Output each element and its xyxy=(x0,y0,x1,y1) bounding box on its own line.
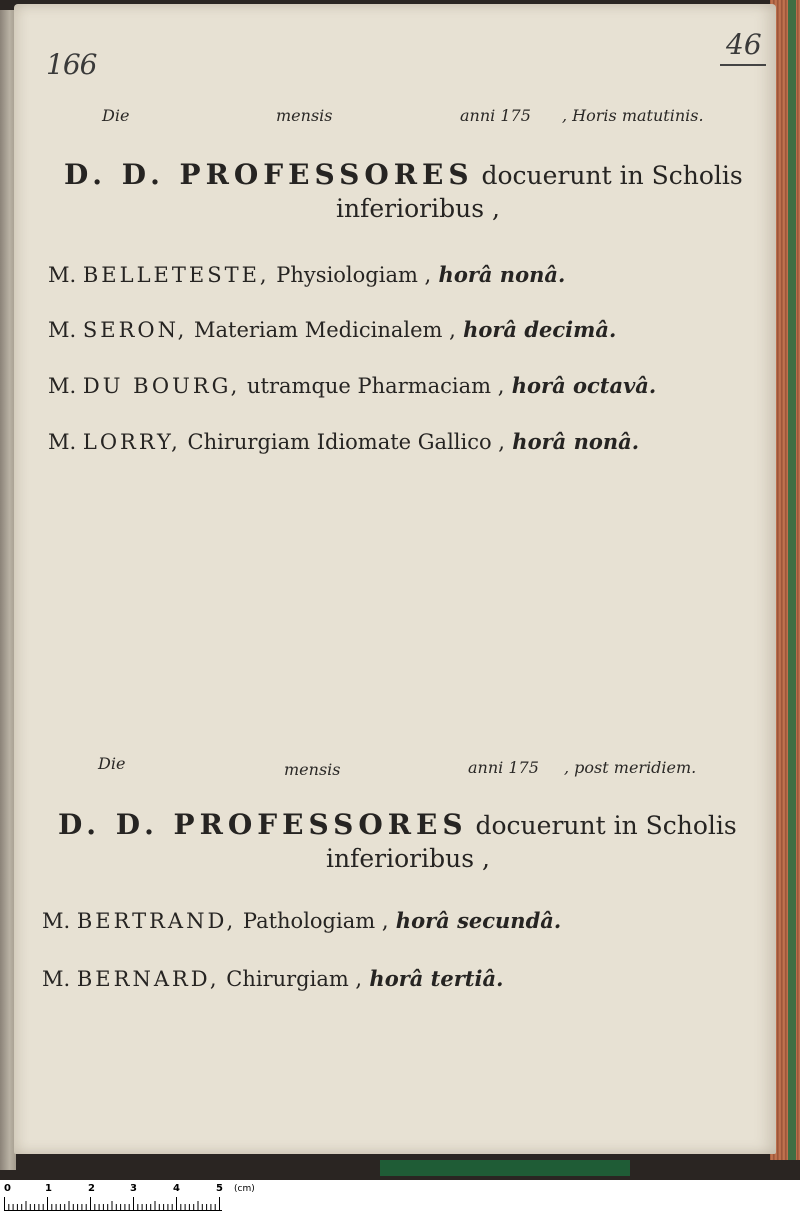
ruler-baseline xyxy=(4,1210,222,1211)
morning-date-mensis: mensis xyxy=(276,106,333,125)
afternoon-entry xyxy=(42,966,503,991)
ruler-ticks xyxy=(4,1197,226,1211)
entry-prefix: M. xyxy=(42,909,71,933)
morning-heading xyxy=(64,158,743,191)
entry-subject: Chirurgiam , xyxy=(219,967,363,991)
entry-name: SERON, xyxy=(82,318,188,342)
afternoon-heading xyxy=(58,808,737,841)
ruler-unit: (cm) xyxy=(234,1184,255,1194)
ruler-label: 5 xyxy=(216,1183,223,1194)
handwritten-folio-left: 166 xyxy=(46,48,97,81)
morning-heading-caps: D. D. PROFESSORES xyxy=(64,158,474,191)
entry-name: BERTRAND, xyxy=(76,909,237,933)
entry-subject: Physiologiam , xyxy=(269,263,432,287)
entry-hour: horâ octavâ. xyxy=(504,373,657,398)
ruler-label: 4 xyxy=(173,1183,180,1194)
entry-hour: horâ tertiâ. xyxy=(362,966,504,991)
entry-subject: Materiam Medicinalem , xyxy=(187,318,456,342)
green-binding-strip xyxy=(380,1160,630,1176)
entry-subject: Pathologiam , xyxy=(236,909,389,933)
afternoon-date-time: , post meridiem. xyxy=(564,758,697,777)
ruler-label: 1 xyxy=(45,1183,52,1194)
book-page xyxy=(14,4,776,1154)
morning-heading-line2: inferioribus , xyxy=(336,194,500,223)
ruler-label: 3 xyxy=(130,1183,137,1194)
handwritten-underline xyxy=(720,64,766,66)
morning-date-time: , Horis matutinis. xyxy=(562,106,704,125)
ruler-label: 2 xyxy=(88,1183,95,1194)
handwritten-folio-right: 46 xyxy=(726,28,762,61)
morning-heading-rest: docuerunt in Scholis xyxy=(473,161,743,190)
morning-entry xyxy=(48,317,616,342)
afternoon-entry xyxy=(42,908,561,933)
scale-ruler xyxy=(0,1180,800,1217)
afternoon-heading-line2: inferioribus , xyxy=(326,844,490,873)
entry-name: LORRY, xyxy=(82,430,181,454)
entry-prefix: M. xyxy=(42,967,71,991)
entry-prefix: M. xyxy=(48,374,77,398)
morning-entry xyxy=(48,262,565,287)
entry-hour: horâ nonâ. xyxy=(505,429,640,454)
afternoon-heading-rest: docuerunt in Scholis xyxy=(467,811,737,840)
afternoon-date-anni: anni 175 xyxy=(468,758,539,777)
green-binding-band xyxy=(788,0,796,1160)
entry-subject: Chirurgiam Idiomate Gallico , xyxy=(180,430,505,454)
entry-prefix: M. xyxy=(48,263,77,287)
entry-name: BELLETESTE, xyxy=(82,263,270,287)
afternoon-date-die: Die xyxy=(98,754,126,773)
ruler-label: 0 xyxy=(4,1183,11,1194)
entry-name: BERNARD, xyxy=(76,967,220,991)
morning-date-anni: anni 175 xyxy=(460,106,531,125)
entry-name: DU BOURG, xyxy=(82,374,241,398)
afternoon-heading-caps: D. D. PROFESSORES xyxy=(58,808,468,841)
afternoon-date-mensis: mensis xyxy=(284,760,341,779)
entry-subject: utramque Pharmaciam , xyxy=(240,374,505,398)
morning-entry xyxy=(48,429,639,454)
entry-prefix: M. xyxy=(48,430,77,454)
morning-entry xyxy=(48,373,656,398)
morning-date-die: Die xyxy=(102,106,130,125)
entry-hour: horâ secundâ. xyxy=(388,908,562,933)
entry-hour: horâ nonâ. xyxy=(431,262,566,287)
entry-prefix: M. xyxy=(48,318,77,342)
entry-hour: horâ decimâ. xyxy=(455,317,617,342)
